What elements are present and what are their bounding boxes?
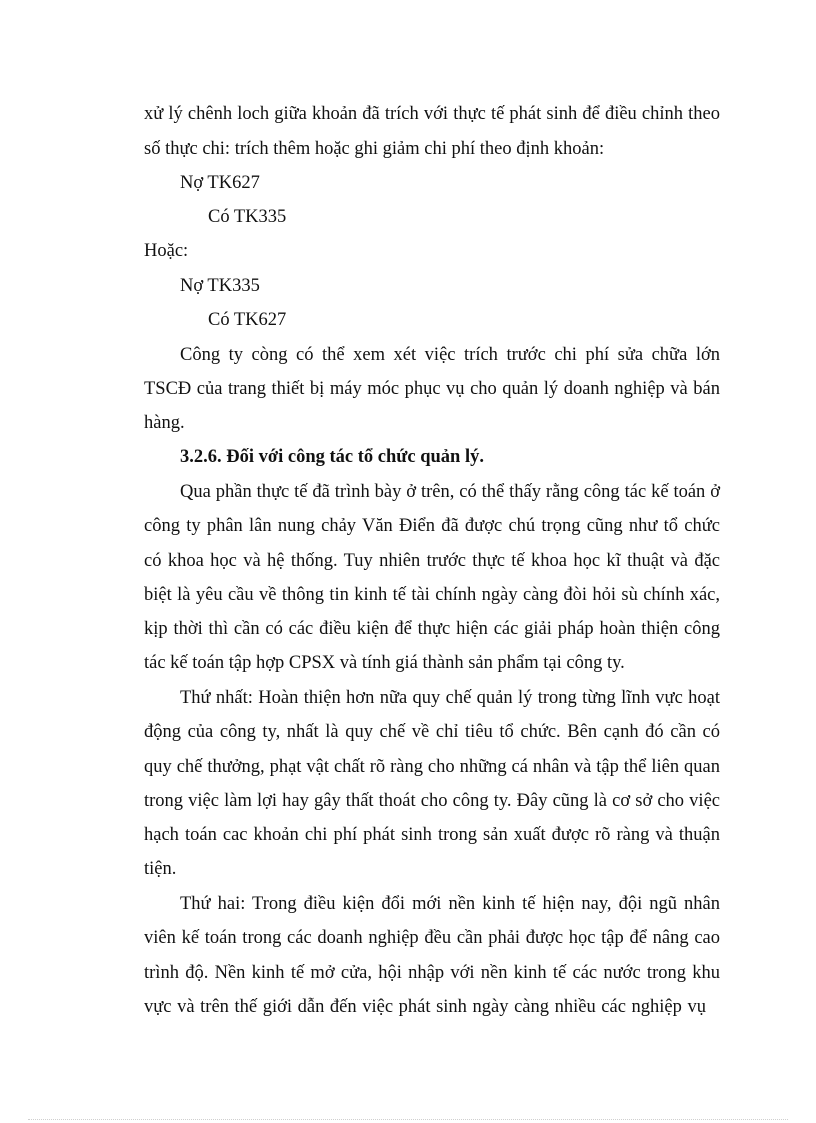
paragraph-line: động của công ty, nhất là quy chế về chỉ tiêu tổ chức. Bên cạnh đó cần có: [144, 722, 720, 742]
paragraph-line: trình độ. Nền kinh tế mở cửa, hội nhập với nền kinh tế các nước trong khu: [144, 963, 720, 983]
journal-entry-credit: Có TK335: [208, 207, 287, 227]
paragraph-line: tác kế toán tập hợp CPSX và tính giá thành sản phẩm tại công ty.: [144, 653, 625, 673]
paragraph-line: Công ty còng có thể xem xét việc trích trước chi phí sửa chữa lớn: [180, 345, 720, 365]
journal-entry-debit: Nợ TK627: [180, 173, 260, 193]
paragraph-line: số thực chi: trích thêm hoặc ghi giảm chi phí theo định khoản:: [144, 139, 605, 159]
journal-entry-debit: Nợ TK335: [180, 276, 260, 296]
paragraph-line: trong việc làm lợi hay gây thất thoát cho công ty. Đây cũng là cơ sở cho việc: [144, 791, 720, 811]
paragraph-line: có khoa học và hệ thống. Tuy nhiên trước thực tế khoa học kĩ thuật và đặc: [144, 551, 720, 571]
paragraph-line: hàng.: [144, 413, 185, 433]
paragraph-line: viên kế toán trong các doanh nghiệp đều cần phải được học tập để nâng cao: [144, 928, 720, 948]
paragraph-line: tiện.: [144, 859, 177, 879]
paragraph-line: công ty phân lân nung chảy Văn Điển đã được chú trọng cũng như tổ chức: [144, 516, 720, 536]
paragraph-line: biệt là yêu cầu về thông tin kinh tế tài chính ngày càng đòi hỏi sù chính xác,: [144, 585, 720, 605]
journal-entry-credit: Có TK627: [208, 310, 287, 330]
paragraph-line: quy chế thưởng, phạt vật chất rõ ràng cho những cá nhân và tập thể liên quan: [144, 757, 720, 777]
page-bottom-rule: [28, 1119, 788, 1120]
paragraph-line: hạch toán cac khoản chi phí phát sinh trong sản xuất được rõ ràng và thuận: [144, 825, 720, 845]
paragraph-line: Thứ nhất: Hoàn thiện hơn nữa quy chế quản lý trong từng lĩnh vực hoạt: [180, 688, 720, 708]
paragraph-line: kịp thời thì cần có các điều kiện để thực hiện các giải pháp hoàn thiện công: [144, 619, 720, 639]
paragraph-line: Qua phần thực tế đã trình bày ở trên, có thể thấy rằng công tác kế toán ở: [180, 482, 720, 502]
paragraph-line: Thứ hai: Trong điều kiện đổi mới nền kinh tế hiện nay, đội ngũ nhân: [180, 894, 720, 914]
paragraph-line: TSCĐ của trang thiết bị máy móc phục vụ cho quản lý doanh nghiệp và bán: [144, 379, 720, 399]
paragraph-line: vực và trên thế giới dẫn đến việc phát sinh ngày càng nhiều các nghiệp vụ: [144, 997, 706, 1017]
section-heading: 3.2.6. Đối với công tác tổ chức quản lý.: [180, 447, 484, 467]
alternative-label: Hoặc:: [144, 241, 189, 261]
paragraph-line: xử lý chênh loch giữa khoản đã trích với thực tế phát sinh để điều chỉnh theo: [144, 104, 720, 124]
